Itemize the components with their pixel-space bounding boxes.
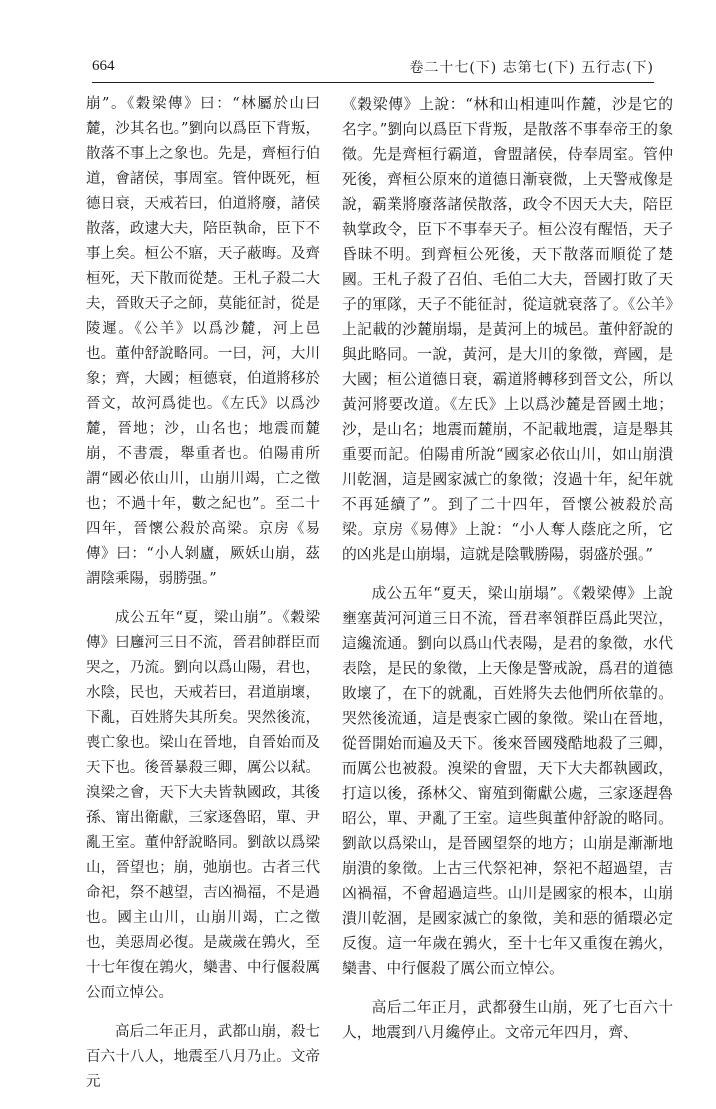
translation-column bbox=[342, 92, 673, 1059]
classical-paragraph: 成公五年“夏，梁山崩”。《穀梁傳》曰廱河三日不流，晉君帥群臣而哭之，乃流。劉向以爲山陽，君也，水陰，民也，天戒若曰，君道崩壞，下亂，百姓將失其所矣。哭然後流，喪亡象也。梁山在晉地，自晉始而及天下也。後晉暴殺三卿，厲公以弒。溴梁之會，天下大夫皆執國政，其後孫、甯出衛獻，三家逐魯昭，單、尹亂王室。董仲舒說略同。劉歆以爲梁山，晉望也；崩，弛崩也。古者三代命祀，祭不越望，吉凶禍福，不是過也。國主山川，山崩川竭，亡之徵也，美惡周必復。是歲歲在鶉火，至十七年復在鶉火，欒書、中行偃殺厲公而立悼公。 bbox=[86, 610, 320, 1001]
translation-paragraph: 成公五年“夏天，梁山崩塌”。《穀梁傳》上說壅塞黃河河道三日不流，晉君率領群臣爲此哭泣，這纔流通。劉向以爲山代表陽，是君的象徵，水代表陰，是民的象徵，上天像是警戒說，爲君的道德敗壞了，在下的就亂，百姓將失去他們所依靠的。哭然後流通，這是喪家亡國的象徵。梁山在晉地，從晉開始而遍及天下。後來晉國殘酷地殺了三卿，而厲公也被殺。溴梁的會盟，天下大夫都執國政，打這以後，孫林父、甯殖到衛獻公處，三家逐趕魯昭公，單、尹亂了王室。這些與董仲舒說的略同。劉歆以爲梁山，是晉國望祭的地方；山崩是漸漸地崩潰的象徵。上古三代祭祀神，祭祀不超過望，吉凶禍福，不會超過這些。山川是國家的根本，山崩潰川乾涸，是國家滅亡的象徵，美和惡的循環必定反復。這一年歲在鶉火，至十七年又重復在鶉火，欒書、中行偃殺了厲公而立悼公。 bbox=[342, 585, 673, 977]
classical-text-column bbox=[86, 92, 320, 1109]
header-rule bbox=[92, 82, 654, 83]
classical-paragraph: 高后二年正月，武都山崩，殺七百六十八人，地震至八月乃止。文帝元 bbox=[86, 1024, 320, 1090]
page-number: 664 bbox=[92, 58, 115, 74]
translation-paragraph: 高后二年正月，武都發生山崩，死了七百六十人，地震到八月纔停止。文帝元年四月，齊、 bbox=[342, 999, 673, 1041]
running-title: 卷二十七(下) 志第七(下) 五行志(下) bbox=[409, 60, 654, 76]
classical-paragraph: 崩”。《穀梁傳》曰：“林屬於山曰麓，沙其名也。”劉向以爲臣下背叛，散落不事上之象也。先是，齊桓行伯道，會諸侯，事周室。管仲既死，桓德日衰，天戒若曰，伯道將廢，諸侯散落，政逮大夫，陪臣執命，臣下不事上矣。桓公不寤，天子蔽晦。及齊桓死，天下散而從楚。王札子殺二大夫，晉敗天子之師，莫能征討，從是陵遲。《公羊》以爲沙麓，河上邑也。董仲舒說略同。一曰，河，大川象；齊，大國；桓德衰，伯道將移於晉文，故河爲徙也。《左氏》以爲沙麓，晉地；沙，山名也；地震而麓崩，不書震，舉重者也。伯陽甫所謂“國必依山川，山崩川竭，亡之徵也；不過十年，數之紀也”。至二十四年，晉懷公殺於高梁。京房《易傳》曰：“小人剝廬，厥妖山崩，茲謂陰乘陽，弱勝强。” bbox=[86, 96, 320, 587]
translation-paragraph: 《穀梁傳》上說：“林和山相連叫作麓，沙是它的名字。”劉向以爲臣下背叛，是散落不事奉帝王的象徵。先是齊桓行霸道，會盟諸侯，侍奉周室。管仲死後，齊桓公原來的道德日漸衰微，上天警戒像是說，霸業將廢落諸侯散落，政令不因天大夫，陪臣執掌政令，臣下不事奉天子。桓公沒有醒悟，天子昏昧不明。到齊桓公死後，天下散落而順從了楚國。王札子殺了召伯、毛伯二大夫，晉國打敗了天子的軍隊，天子不能征討，從這就衰落了。《公羊》上記載的沙麓崩塌，是黃河上的城邑。董仲舒說的與此略同。一說，黃河，是大川的象徵，齊國，是大國；桓公道德日衰，霸道將轉移到晉文公，所以黃河將要改道。《左氏》上以爲沙麓是晉國土地；沙，是山名；地震而麓崩，不記載地震，這是舉其重要而記。伯陽甫所說“國家必依山川，如山崩潰川乾涸，這是國家滅亡的象徵；沒過十年，紀年就不再延續了”。到了二十四年，晉懷公被殺於高梁。京房《易傳》上說：“小人奪人蔭庇之所，它的凶兆是山崩塌，這就是陰戰勝陽，弱盛於强。” bbox=[342, 96, 673, 563]
page-header bbox=[92, 54, 654, 80]
